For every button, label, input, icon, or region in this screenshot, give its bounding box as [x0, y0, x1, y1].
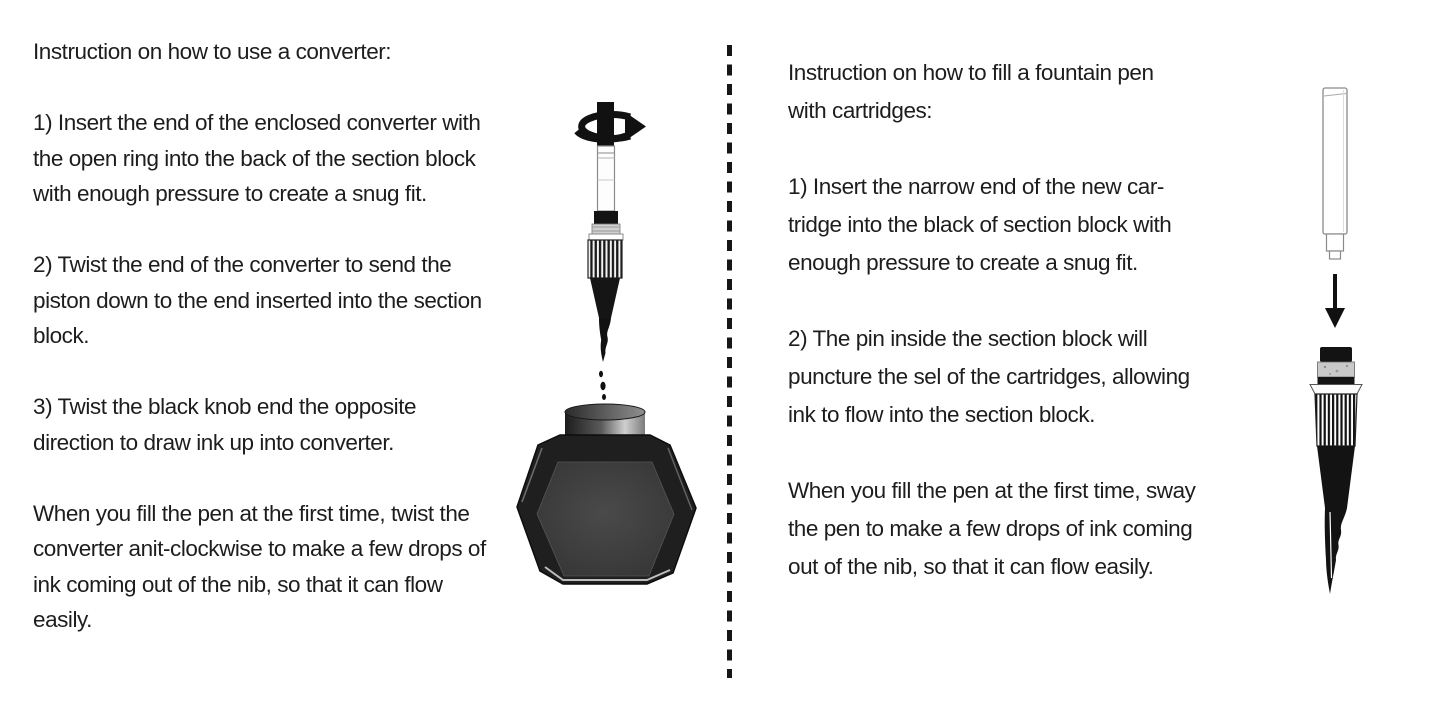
converter-illustration — [500, 90, 720, 640]
right-title — [788, 54, 1293, 130]
text-line: easily. — [33, 607, 92, 632]
section-block-assembly — [1310, 347, 1362, 594]
converter-barrel — [598, 146, 615, 211]
text-line: the open ring into the back of the section block — [33, 145, 476, 171]
dashed-divider — [727, 45, 732, 678]
text-line: with enough pressure to create a snug fit. — [33, 181, 427, 206]
text-line: the pen to make a few drops of ink coming — [788, 516, 1193, 541]
cartridge-tip — [1330, 251, 1341, 259]
text-line: puncture the sel of the cartridges, allowing — [788, 364, 1190, 389]
text-line: 2) The pin inside the section block will — [788, 326, 1148, 351]
text-line: 1) Insert the narrow end of the new car- — [788, 174, 1164, 199]
cartridge-instructions-column — [788, 54, 1293, 586]
converter-black-band — [594, 211, 618, 224]
black-band — [1318, 377, 1355, 385]
left-step-1 — [33, 105, 538, 212]
grip-ribs — [588, 240, 622, 278]
text-line: block. — [33, 323, 90, 348]
cartridge-figure — [1290, 80, 1390, 600]
text-line: tridge into the black of section block with — [788, 212, 1172, 237]
bottle-front-face — [537, 462, 674, 576]
text-line: enough pressure to create a snug fit. — [788, 250, 1138, 275]
end-cap — [1320, 347, 1352, 362]
metal-band — [1318, 362, 1355, 377]
text-line: When you fill the pen at the first time, sway — [788, 478, 1196, 503]
metal-ring — [592, 224, 620, 234]
text-line: piston down to the end inserted into the section — [33, 287, 482, 313]
section-block — [590, 278, 620, 318]
title-line: Instruction on how to use a converter: — [33, 39, 392, 64]
ink-drops — [599, 371, 606, 400]
flange — [1310, 385, 1362, 395]
section-body — [1317, 446, 1355, 508]
right-step-2 — [788, 320, 1293, 434]
ink-cartridge — [1323, 88, 1347, 259]
nib — [599, 318, 611, 362]
twist-arrow-head — [625, 112, 646, 141]
ink-bottle — [517, 404, 696, 584]
text-line: ink coming out of the nib, so that it can flow — [33, 571, 443, 597]
title-line: with cartridges: — [788, 98, 933, 123]
cartridge-illustration — [1290, 80, 1390, 600]
text-line: 2) Twist the end of the converter to send the — [33, 252, 452, 277]
nib — [1325, 508, 1347, 594]
converter-instructions-column — [33, 34, 538, 638]
right-step-1 — [788, 168, 1293, 282]
flange — [589, 234, 623, 240]
grip-ribs — [1315, 394, 1357, 446]
bottle-cap-top — [565, 404, 645, 420]
left-step-2 — [33, 247, 538, 354]
text-line: converter anit-clockwise to make a few drops of — [33, 536, 486, 561]
text-line: When you fill the pen at the first time, twist the — [33, 500, 470, 526]
text-line: ink to flow into the section block. — [788, 402, 1095, 427]
left-step-3 — [33, 389, 538, 460]
text-line: 1) Insert the end of the enclosed converter with — [33, 110, 481, 135]
text-line: out of the nib, so that it can flow easily. — [788, 554, 1154, 579]
insert-down-arrow-icon — [1325, 274, 1345, 328]
left-note — [33, 496, 538, 638]
left-title — [33, 34, 538, 70]
title-line: Instruction on how to fill a fountain pen — [788, 60, 1154, 85]
cartridge-narrow-end — [1327, 234, 1344, 251]
converter-figure — [500, 90, 720, 640]
text-line: direction to draw ink up into converter. — [33, 429, 394, 455]
right-note — [788, 472, 1293, 586]
text-line: 3) Twist the black knob end the opposite — [33, 394, 417, 419]
